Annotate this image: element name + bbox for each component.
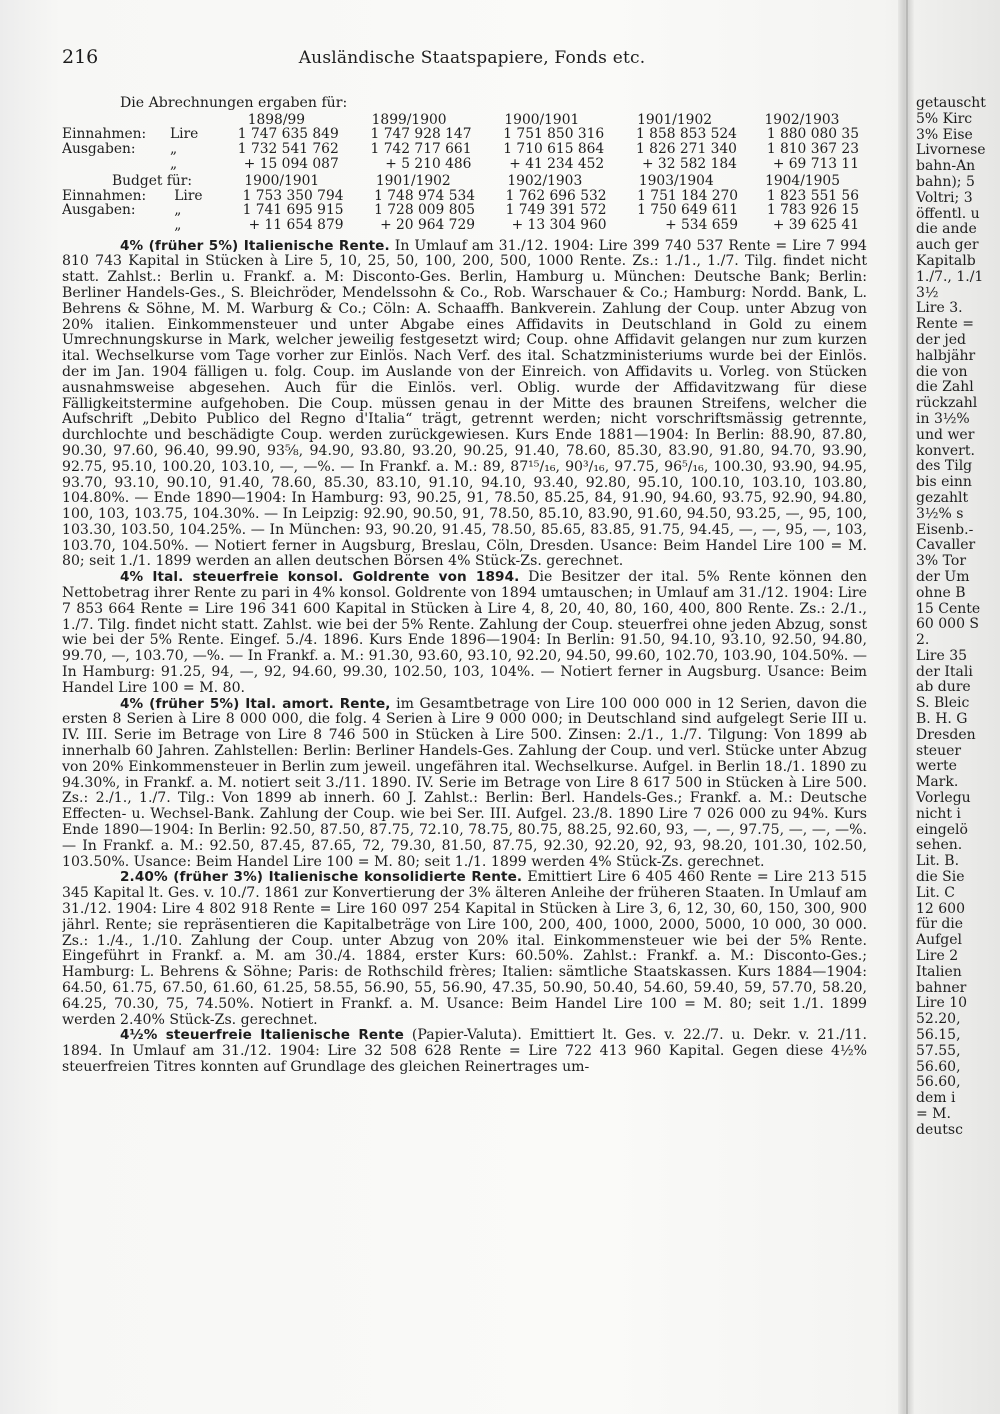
currency-cell: „ [170,140,178,157]
edge-line: = M. [916,1106,951,1122]
edge-line: der Itali [916,663,973,680]
table-cell: 1 858 853 524 [636,126,737,143]
section-text: im Gesamtbetrage von Lire 100 000 000 in 12 Serien, davon die ersten 8 Serien à Lire 8 000 000, die folg. 4 Serien à Lire 9 000 000; in Deutschland sind aufgelegt Serie III u. IV. III. Serie im Betrage von Lire 8 746 500 in Stücken à Lire 500. Zinsen: 2./1., 1./7. Tilgung: Von 1899 ab innerhalb 60 Jahren. Zahlstellen: Berlin: Berliner Handels-Ges. Zahlung der Coup. und verl. Stücke unter Abzug von 20% Einkommensteuer in Berlin zum jeweil. ungefähren ital. Wechselkurse. Aufgel. in Berlin 18./1. 1890 zu 94.30%, in Frankf. a. M. notiert seit 3./11. 1890. IV. Serie im Betrage von Lire 8 617 500 in Stücken à Lire 500. Zs.: 2./1., 1./7. Tilg.: Von 1899 ab innerh. 60 J. Zahlst.: Berlin: Berl. Handels-Ges.; Frankf. a. M.: Deutsche Effecten- u. Wechsel-Bank. Zahlung der Coup. wie bei Ser. III. Aufgel. 23./8. 1890 Lire 7 026 000 zu 94%. Kurs Ende 1890—1904: In Berlin: 92.50, 87.50, 87.75, 72.10, 78.75, 80.75, 88.25, 92.60, 93, —, —, 97.75, —, —, —%. — In Frankf. a. M.: 92.50, 87.45, 87.65, 72, 79.30, 81.50, 87.75, 92.30, 92.20, 92, 93, 98.20, 101.30, 102.50, 103.50%. Usance: Beim Handel Lire 100 = M. 80; seit 1./1. 1899 werden 4% Stück-Zs. gerechnet. [62,695,867,870]
edge-line: die Zahl [916,379,974,396]
edge-line: deutsc [916,1121,963,1138]
table-cell: 1 747 928 147 [370,126,472,143]
edge-line: S. Bleic [916,695,970,712]
page-header [62,46,882,78]
edge-line: der Um [916,568,970,585]
edge-line: Italien [916,963,962,980]
table2-intro: Budget für: [112,173,193,190]
section-konsolidierte-rente [62,870,867,1028]
table-row [62,157,867,172]
gutter-shadow-line [906,0,908,1414]
year-header: 1901/1902 [637,111,712,128]
currency-cell: „ [174,216,182,233]
edge-line: Kapitalb [916,252,976,269]
edge-line: und wer [916,426,975,443]
edge-line: Livornese [916,142,986,159]
section-italian-rente [62,239,867,571]
table-cell: 1 728 009 805 [374,202,476,219]
section-steuerfreie-rente [62,1028,867,1075]
edge-line: getauscht [916,96,986,111]
table-cell: 1 753 350 794 [242,187,344,204]
edge-line: bahn); 5 [916,173,975,190]
edge-line: in 3½% [916,410,970,427]
table-cell: 1 732 541 762 [237,140,339,157]
edge-line: 52.20, [916,1011,961,1028]
row-label: Einnahmen: [62,126,147,143]
table-cell: 1 710 615 864 [503,140,605,157]
edge-line: 3½% s [916,505,964,522]
edge-line: Lire 2 [916,948,959,965]
section-text: Die Besitzer der ital. 5% Rente können den Nettobetrag ihrer Rente zu pari in 4% konsol. Goldrente von 1894 umtauschen; in Umlauf am 31./12. 1904: Lire 7 853 664 Rente = Lire 196 341 600 Kapital in Stücken à Lire 4, 8, 20, 40, 80, 160, 400, 800 Rente. Zs.: 2./1., 1./7. Tilg. findet nicht statt. Zahlst. wie bei der 5% Rente. Zahlung der Coup. steuerfrei ohne jeden Abzug, sonst wie bei der 5% Rente. Eingef. 5./4. 1896. Kurs Ende 1896—1904: In Berlin: 91.50, 94.10, 93.10, 92.50, 94.80, 99.70, —, 103.70, —%. — In Frankf. a. M.: 91.30, 93.60, 93.10, 92.20, 94.50, 99.60, 102.70, 103.90, 104.50%. — In Hamburg: 91.25, 94, —, 92, 94.60, 99.30, 102.50, 103, 104%. — Notiert ferner in Augsburg. Usance: Beim Handel Lire 100 = M. 80. [62,569,867,696]
section-title: 2.40% (früher 3%) Italienische konsolidierte Rente. [120,869,523,886]
table-cell: 1 826 271 340 [636,140,737,157]
edge-line: öffentl. u [916,205,980,222]
table-cell: 1 751 184 270 [637,187,739,204]
year-header: 1901/1902 [375,173,451,190]
budget-table [62,174,867,232]
year-header: 1898/99 [247,111,306,128]
table-cell: + 32 582 184 [641,155,737,172]
currency-cell: Lire [174,187,203,204]
edge-line: rückzahl [916,395,978,412]
edge-line: Lire 10 [916,995,968,1012]
edge-line: 3% Eise [916,126,973,143]
edge-line: 56.60, [916,1074,961,1091]
edge-line: Voltri; 3 [916,189,973,206]
year-header: 1902/1903 [764,111,840,128]
section-text: In Umlauf am 31./12. 1904: Lire 399 740 537 Rente = Lire 7 994 810 743 Kapital in Stücken à Lire 5, 10, 25, 50, 100, 200, 500, 1000 Rente. Zs.: 1./1., 1./7. Tilg. findet nicht statt. Zahlst.: Berlin u. Frankf. a. M: Disconto-Ges. Berlin, Hamburg u. München: Deutsche Bank; Berlin: Berliner Handels-Ges., S. Bleichröder, Mendelssohn & Co., Rob. Warschauer & Co.; Hamburg: Nordd. Bank, L. Behrens & Söhne, M. M. Warburg & Co.; Cöln: A. Schaaffh. Bankverein. Zahlung der Coup. unter Abzug von 20% italien. Einkommensteuer und unter Abgabe eines Affidavits in Deutschland in Gold zu einem Umrechnungskurse in Mark, welcher jeweilig festgesetzt wird; Coup. ohne Affidavit gelangen nur zum kurzen ital. Wechselkurse vom Tage vorher zur Einlös. Nach Verf. des ital. Schatzministeriums wurde bei der Einlös. der im Jan. 1904 fälligen u. folg. Coup. im Auslande von der Einreich. von Affidavits u. Vorleg. von Stücken ausnahmsweise abgesehen. Auch für die Einlös. verl. Oblig. wurde der Affidavitzwang für diese Fälligkeitstermine aufgehoben. Die Coup. müssen genau in der Mitte des braunen Streifens, welcher die Aufschrift „Debito Publico del Regno d'Italia“ trägt, getrennt werden; nicht vorschriftsmässig getrennte, durchlochte und beschädigte Coup. werden zurückgewiesen. Kurs Ende 1881—1904: In Berlin: 88.90, 87.80, 90.30, 97.60, 96.40, 99.90, 93⅝, 94.90, 93.80, 93.20, 90.25, 91.40, 78.60, 85.30, 83.90, 91.80, 94.70, 93.90, 92.75, 95.10, 100.20, 103.10, —, —%. — In Frankf. a. M.: 89, 87¹⁵/₁₆, 90³/₁₆, 97.75, 96⁵/₁₆, 100.30, 93.90, 94.95, 93.70, 93.10, 90.10, 91.40, 78.60, 85.30, 83.10, 91.10, 94.10, 93.40, 92.80, 95.10, 100.10, 103.10, 103.80, 104.80%. — Ende 1890—1904: In Hamburg: 93, 90.25, 91, 78.50, 85.25, 84, 91.90, 94.60, 93.75, 92.90, 94.80, 100, 103, 103.75, 104.30%. — In Leipzig: 92.90, 90.50, 91, 78.50, 85.10, 83.90, 91.60, 94.50, 93.25, —, 95, 100, 103.30, 103.50, 104.25%. — In München: 93, 90.20, 91.45, 78.50, 85.65, 83.85, 91.75, 94.45, —, —, 95, —, 103, 103.70, 104.50%. — Notiert ferner in Augsburg, Breslau, Cöln, Dresden. Usance: Beim Handel Lire 100 = M. 80; seit 1./1. 1899 werden an allen deutschen Börsen 4% Stück-Zs. gerechnet. [62,237,867,570]
table-cell: + 41 234 452 [509,155,605,172]
edge-line: 3% Tor [916,553,967,570]
edge-line: auch ger [916,237,979,254]
table-cell: 1 750 649 611 [637,202,739,219]
table-cell: + 5 210 486 [385,155,472,172]
page-number: 216 [62,46,99,68]
section-goldrente-1894 [62,570,867,696]
table-cell: + 11 654 879 [248,216,344,233]
currency-cell: „ [174,202,182,219]
edge-line: für die [916,916,964,933]
edge-line: Eisenb.- [916,521,974,538]
table-cell: 1 751 850 316 [503,126,605,143]
table-row [62,203,867,218]
edge-line: Cavaller [916,537,976,554]
table-cell: 1 748 974 534 [374,187,476,204]
edge-line: 5% Kirc [916,110,973,127]
section-title: 4% (früher 5%) Italienische Rente. [120,237,390,254]
edge-line: bis einn [916,474,972,491]
edge-line: werte [916,758,957,775]
edge-line: halbjähr [916,347,976,364]
edge-line: Mark. [916,774,959,791]
edge-line: 2. [916,632,930,649]
table-row [62,127,867,142]
running-title: Ausländische Staatspapiere, Fonds etc. [298,48,646,68]
facing-page-fragment [916,96,1000,1376]
edge-line: bahner [916,979,967,996]
edge-line: ohne B [916,584,966,601]
edge-line: Aufgel [916,932,963,949]
edge-line: 60 000 S [916,616,980,633]
accounts-table [62,113,867,171]
edge-line: dem i [916,1090,956,1107]
row-label [62,157,170,172]
edge-line: bahn-An [916,158,976,175]
edge-line: die Sie [916,869,965,886]
edge-line: Lit. B. [916,853,960,870]
row-label: Ausgaben: [62,140,136,157]
edge-line: Dresden [916,726,976,743]
row-label: Einnahmen: [62,187,147,204]
section-title: 4% Ital. steuerfreie konsol. Goldrente von 1894. [120,569,520,586]
year-header: 1903/1904 [638,173,714,190]
edge-line: 57.55, [916,1042,961,1059]
currency-cell: Lire [170,126,199,143]
table-cell: 1 749 391 572 [505,202,607,219]
year-header: 1899/1900 [371,111,447,128]
edge-line: steuer [916,742,962,759]
edge-line: die von [916,363,968,380]
edge-line: 15 Cente [916,600,981,617]
section-title: 4½% steuerfreie Italienische Rente [120,1027,404,1044]
table-cell: 1 741 695 915 [242,202,344,219]
table-cell: 1 762 696 532 [505,187,607,204]
table-cell: + 15 094 087 [243,155,339,172]
row-label [62,218,174,233]
edge-line: Vorlegu [916,790,971,807]
edge-line: nicht i [916,805,961,822]
table-cell: + 20 964 729 [380,216,476,233]
table-cell: + 39 625 41 [772,216,859,233]
edge-line: 12 600 [916,900,965,917]
edge-line: B. H. G [916,711,968,728]
table-cell: 1 747 635 849 [237,126,339,143]
table1-intro: Die Abrechnungen ergaben für: [120,96,348,111]
edge-line: 1./7., 1./1 [916,268,984,285]
edge-line: 3½ [916,284,939,301]
table-row [62,189,867,204]
row-label: Ausgaben: [62,202,136,219]
edge-line: Lire 35 [916,647,968,664]
edge-line: konvert. [916,442,975,459]
table-cell: + 13 304 960 [511,216,607,233]
year-header: 1900/1901 [244,173,320,190]
table-cell: + 534 659 [665,216,739,233]
section-text: (Papier-Valuta). Emittiert lt. Ges. v. 22./7. u. Dekr. v. 21./11. 1894. In Umlauf am 31./12. 1904: Lire 32 508 628 Rente = Lire 722 413 960 Kapital. Gegen diese 4½% steuerfreien Titres konnten auf Grundlage des gleichen Reinertrages um- [62,1027,867,1075]
edge-line: der jed [916,331,966,348]
section-amort-rente [62,697,867,871]
table-cell: 1 742 717 661 [370,140,472,157]
section-title: 4% (früher 5%) Ital. amort. Rente, [120,695,391,712]
section-text: Emittiert Lire 6 405 460 Rente = Lire 213 515 345 Kapital lt. Ges. v. 10./7. 1861 zur Konvertierung der 3% älteren Anleihe der früheren Staaten. In Umlauf am 31./12. 1904: Lire 4 802 918 Rente = Lire 160 097 254 Kapital in Stücken à Lire 3, 6, 12, 30, 60, 150, 300, 900 jährl. Rente; sie repräsentieren die Kapitalbeträge von Lire 100, 200, 400, 1000, 2000, 5000, 10 000, 30 000. Zs.: 1./4., 1./10. Zahlung der Coup. unter Abzug von 20% ital. Einkommensteuer wie bei der 5% Rente. Eingeführt in Frankf. a. M. am 30./4. 1884, erster Kurs: 60.50%. Zahlst.: Frankf. a. M.: Disconto-Ges.; Hamburg: L. Behrens & Söhne; Paris: de Rothschild frères; Italien: sämtliche Staatskassen. Kurs 1884—1904: 64.50, 61.75, 67.50, 61.60, 61.25, 58.55, 56.90, 55, 56.90, 47.35, 50.90, 50.40, 54.60, 59.40, 59, 57.70, 58.20, 64.25, 70.30, 75, 74.50%. Notiert in Frankf. a. M. Usance: Beim Handel Lire 100 = M. 80; seit 1./1. 1899 werden 2.40% Stück-Zs. gerechnet. [62,869,867,1028]
table-header-row [62,113,867,128]
edge-line: gezahlt [916,489,969,506]
edge-line: eingelö [916,821,968,838]
year-header: 1900/1901 [504,111,580,128]
edge-line: des Tilg [916,458,973,475]
edge-line: Lire 3. [916,300,963,317]
currency-cell: „ [170,155,178,172]
table-row [62,218,867,233]
table-cell: 1 823 551 56 [766,187,859,204]
edge-line: Lit. C [916,884,956,901]
year-header: 1902/1903 [507,173,583,190]
table-cell: 1 880 080 35 [766,126,859,143]
table-cell: + 69 713 11 [772,155,859,172]
edge-line: die ande [916,221,977,238]
edge-line: Rente = [916,316,974,333]
edge-line: sehen. [916,837,963,854]
edge-line: 56.60, [916,1058,961,1075]
edge-line: ab dure [916,679,971,696]
edge-line: 56.15, [916,1027,961,1044]
table-header-row [62,174,867,189]
table-row [62,142,867,157]
table-cell: 1 810 367 23 [766,140,859,157]
year-header: 1904/1905 [765,173,840,190]
main-column [62,96,867,1376]
table-cell: 1 783 926 15 [766,202,859,219]
